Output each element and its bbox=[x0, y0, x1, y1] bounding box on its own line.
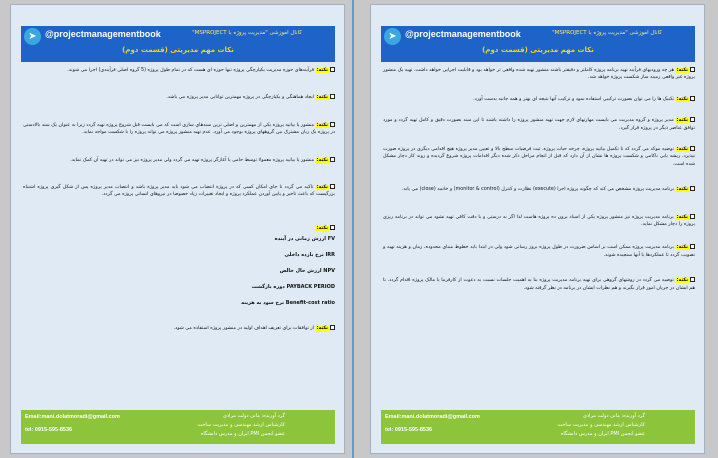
note-item: نکته: فرآیندهای حوزه مدیریت یکپارچگی پروژه تنها حوزه ای هست که در تمام طول پروژه (5 گروه اصلی فرآیندی) اجرا می شوند. bbox=[23, 67, 335, 74]
checkbox-icon bbox=[690, 146, 695, 151]
checkbox-icon bbox=[690, 67, 695, 72]
checkbox-icon bbox=[690, 186, 695, 191]
checkbox-icon bbox=[330, 184, 335, 189]
note-item: نکته: برنامه مدیریت پروژه ممکن است بر اساس ضرورت در طول پروژه بروز رسانی شود ولی در ابتدا باید خطوط مبنای محدوده، زمان و هزینه تهیه و تصویب گردد تا عملکردها با آنها سنجیده شوند. bbox=[383, 245, 695, 258]
note-label: نکته: bbox=[676, 245, 688, 251]
checkbox-icon bbox=[690, 244, 695, 249]
checkbox-icon bbox=[330, 225, 335, 230]
checkbox-icon bbox=[330, 67, 335, 72]
footer-phone: tel: 0915-595-8536 bbox=[385, 427, 433, 433]
note-label: نکته: bbox=[676, 187, 688, 193]
note-label: نکته: bbox=[676, 147, 688, 153]
note-item: نکته: برنامه مدیریت پروژه نیز منشور پروژه یکی از اسناد برون ده پروژه هاست لذا اگر به درستی و با دقت کافی تهیه نشود می تواند در برنامه ریزی پروژه را دچار مشکل نماید. bbox=[383, 214, 695, 228]
notes-list bbox=[23, 67, 335, 333]
note-label: نکته: bbox=[316, 326, 328, 332]
note-item: نکته: تکنیک ها را می توان بصورت ترکیبی استفاده نمود و ترکیب آنها نتیجه ای بهتر و همه جانبه بدست آورد. bbox=[383, 96, 695, 103]
checkbox-icon bbox=[330, 325, 335, 330]
note-item: نکته: منشور یا بیانیه پروژه یکی از مهمترین و اصلی ترین سندهای سازی است که می بایست قبل شروع پروژه تهیه گردد زیرا به عنوان یک سند بالادستی در پروژه یک زبان مشترک بین گروههای پروژه بوجود می آورد. عدم تهیه منشور پروژه می تواند پروژه را با شکست مواجه نماید. bbox=[23, 122, 335, 136]
term-item: IRR نرخ بازده داخلی bbox=[284, 252, 335, 259]
note-label: نکته: bbox=[316, 122, 328, 128]
footer-phone: tel: 0915-595-8536 bbox=[25, 427, 73, 433]
note-label: نکته: bbox=[676, 118, 688, 124]
checkbox-icon bbox=[330, 157, 335, 162]
channel-handle: @projectmanagementbook bbox=[45, 29, 161, 39]
section-subtitle: نکات مهم مدیریتی (قسمت دوم) bbox=[122, 46, 234, 54]
footer-membership: عضو انجمن PMI ایران و مدرس دانشگاه bbox=[560, 431, 645, 437]
footer-author: گرد آورنده: مانی دولت مرادی bbox=[222, 413, 285, 419]
page-footer bbox=[21, 410, 335, 444]
footer-degree: کارشناس ارشد مهندسی و مدیریت ساخت bbox=[557, 422, 645, 428]
note-item bbox=[23, 225, 335, 232]
page-header bbox=[21, 26, 335, 62]
notes-list bbox=[383, 67, 695, 292]
document-page-left bbox=[10, 4, 345, 454]
checkbox-icon bbox=[690, 96, 695, 101]
note-item: نکته: از توافقات برای تعریف اهداف اولیه در منشور پروژه استفاده می شود. bbox=[23, 325, 335, 332]
term-item: FV ارزش زمانی در آینده bbox=[274, 236, 335, 243]
page-footer bbox=[381, 410, 695, 444]
checkbox-icon bbox=[690, 117, 695, 122]
page-header bbox=[381, 26, 695, 62]
term-item: PAYBACK PERIOD دوره بازگشت bbox=[251, 284, 335, 291]
footer-email: Email:mani.dolatmoradi@gmail.com bbox=[25, 414, 120, 420]
note-item: نکته: ایجاد هماهنگی و یکپارچگی در پروژه مهمترین توانایی مدیر پروژه می باشد. bbox=[23, 94, 335, 101]
note-label: نکته: bbox=[316, 157, 328, 163]
note-label: نکته: bbox=[316, 95, 328, 101]
note-item: نکته: تاکید می گردد تا جای امکان کسی که در پروژه انتصاب می شود باید مدیر پروژه باشد و انتصاب مدیر پروژه پس از شکل گیری پروژه اشتباه بزرگیست که باعث تاخیر و پایین آوردن عملکرد پروژه و ایجاد تغییرات زیاد خصوصا در نیروهای انسانی پروژه می گردد. bbox=[23, 185, 335, 198]
note-label: نکته: bbox=[316, 185, 328, 191]
footer-email: Email:mani.dolatmoradi@gmail.com bbox=[385, 414, 480, 420]
checkbox-icon bbox=[690, 214, 695, 219]
note-item: نکته: هر چه ورودیهای فرآیند تهیه برنامه پروژه کاملتر و دقیقتر باشند منشور تهیه شده واقعی تر خواهد بود و قابلیت اجرایی خواهد داشت. تهیه یک منشور پروژه غیر واقعی زمینه ساز شکست پروژه خواهد شد. bbox=[383, 68, 695, 81]
term-item: NPV ارزش حال خالص bbox=[279, 268, 335, 275]
note-item: نکته: برنامه مدیریت پروژه مشخص می کند که چگونه پروژه اجرا (execute) نظارت و کنترل (monitor & control) و خاتمه (close) می یابد. bbox=[383, 186, 695, 193]
note-item: نکته: منشور یا بیانیه پروژه معمولا توسط حامی یا آغازگر پروژه تهیه می گردد ولی مدیر پروژه نیز می تواند در تهیه آن کمک نماید. bbox=[23, 157, 335, 164]
channel-handle: @projectmanagementbook bbox=[405, 29, 521, 39]
note-label: نکته: bbox=[676, 96, 688, 102]
checkbox-icon bbox=[690, 277, 695, 282]
telegram-icon: ➤ bbox=[384, 28, 401, 45]
document-page-right bbox=[370, 4, 705, 454]
footer-author: گرد آورنده: مانی دولت مرادی bbox=[582, 413, 645, 419]
note-item: نکته: توصیه می گردد در روشهای گروهی برای تهیه برنامه مدیریت پروژه بنا به اهمیت جلسات نسبت به دعوت از کارفرما یا مالک پروژه اقدام گردد. تا هم ایشان در جریان امور قرار بگیرند و هم نظرات ایشان در برنامه در نظر گرفته شود. bbox=[383, 278, 695, 291]
footer-membership: عضو انجمن PMI ایران و مدرس دانشگاه bbox=[200, 431, 285, 437]
note-label: نکته: bbox=[676, 214, 688, 220]
note-item: نکته: مدیر پروژه و گروه مدیریت می بایست مهارتهای لازم جهت تهیه منشور پروژه را داشته باشند تا این سند بصورت دقیق و کامل تهیه گردد و مورد توافق عناصر ذیگر در پروژه قرار گیرد. bbox=[383, 118, 695, 131]
note-label: نکته: bbox=[676, 68, 688, 73]
note-label: نکته: bbox=[316, 225, 328, 231]
note-item: نکته: توصیه موکد می گردد که تا تکمیل بیانیه پروژه، چرخه حیات پروژه، ثبت فرضیات سطح بالا و تعیین مدیر پروژه هیچ اقدامی دیگری در پروژه صورت نپذیرد. ریشه یابی ناکامی و شکست پروژه ها نشان از آن دارد که قبل از انجام مراحل ذکر شده دیگر اقدامات پروژه شروع گردیده و روند کار دچار مشکل شده است. bbox=[383, 147, 695, 167]
term-item: Benefit-cost ratio نرخ سود به هزینه bbox=[241, 300, 335, 307]
course-title: کانال آموزشی "مدیریت پروژه با MSPROJECT" bbox=[192, 30, 302, 36]
section-subtitle: نکات مهم مدیریتی (قسمت دوم) bbox=[482, 46, 594, 54]
course-title: کانال آموزشی "مدیریت پروژه با MSPROJECT" bbox=[552, 30, 662, 36]
checkbox-icon bbox=[330, 122, 335, 127]
terms-list bbox=[23, 236, 335, 307]
page-gutter bbox=[352, 0, 354, 458]
checkbox-icon bbox=[330, 94, 335, 99]
footer-degree: کارشناس ارشد مهندسی و مدیریت ساخت bbox=[197, 422, 285, 428]
telegram-icon: ➤ bbox=[24, 28, 41, 45]
note-label: نکته: bbox=[316, 68, 328, 73]
note-label: نکته: bbox=[676, 278, 689, 284]
